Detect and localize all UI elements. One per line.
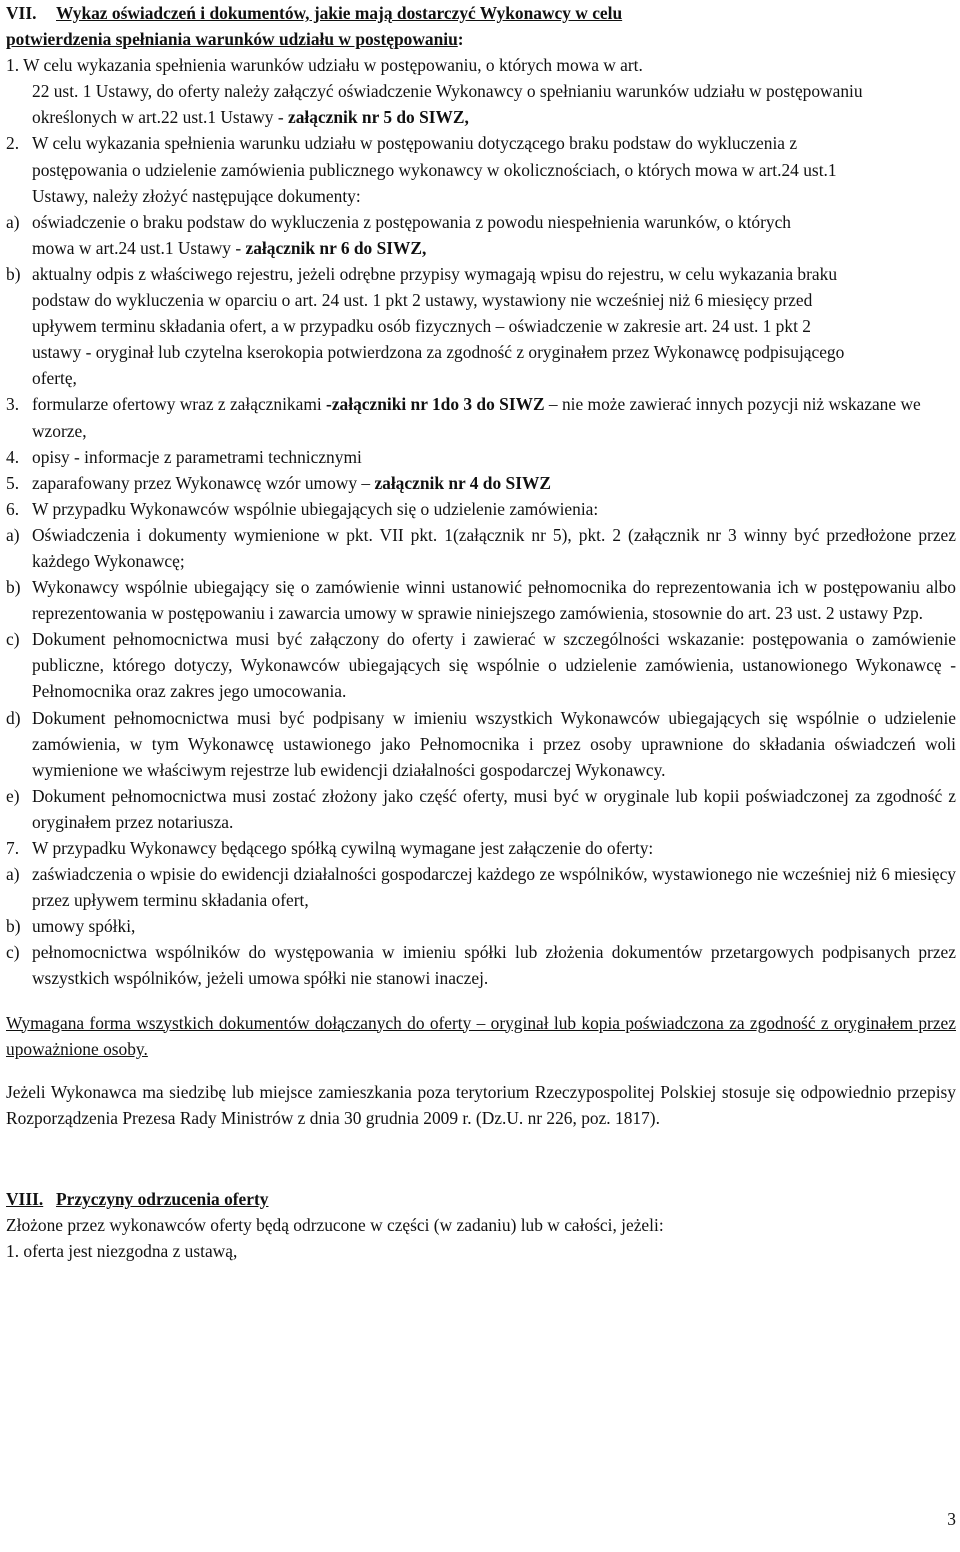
item-2-num: 2. <box>6 133 20 154</box>
item-6b-label: b) <box>6 577 21 598</box>
item-6e-label: e) <box>6 785 20 806</box>
item-5-text-a: zaparafowany przez Wykonawcę wzór umowy – <box>32 472 375 493</box>
item-7-text: W przypadku Wykonawcy będącego spółką cywilną wymagane jest załączenie do oferty: <box>32 838 654 858</box>
section-7-title-line2: potwierdzenia spełniania warunków udziału w postępowaniu <box>6 29 458 50</box>
item-3-text-a: formularze ofertowy wraz z załącznikami <box>32 394 327 415</box>
item-3-text-wrap <box>32 391 956 443</box>
document-form-note: Wymagana forma wszystkich dokumentów dołączanych do oferty – oryginał lub kopia poświadczona za zgodność z oryginałem przez upoważnione osoby. <box>6 1012 956 1059</box>
item-1-num: 1. <box>6 55 20 76</box>
item-7b-label: b) <box>6 916 21 937</box>
item-6b <box>6 574 956 626</box>
item-6e <box>6 783 956 835</box>
item-6-text: W przypadku Wykonawców wspólnie ubiegających się o udzielenie zamówienia: <box>32 498 599 519</box>
item-2-text: W celu wykazania spełnienia warunku udziału w postępowaniu dotyczącego braku podstaw do wykluczenia z postępowania o udzielenie zamówienia publicznego wykonawcy w okolicznościach, o których mowa w art.24 ust.1 Ustawy, należy złożyć następujące dokumenty: <box>32 133 837 206</box>
item-3-attachments: -załączniki nr 1do 3 do SIWZ <box>326 394 545 415</box>
item-3-num: 3. <box>6 394 20 415</box>
item-4 <box>6 444 956 470</box>
item-7a <box>6 861 956 913</box>
item-2 <box>6 130 956 208</box>
item-5-attachment: załącznik nr 4 do SIWZ <box>374 472 551 493</box>
item-5-text-wrap <box>32 470 956 496</box>
item-2a-text-wrap <box>32 209 956 261</box>
item-5-num: 5. <box>6 472 20 493</box>
item-6c-text: Dokument pełnomocnictwa musi być załączony do oferty i zawierać w szczególności wskazanie: postępowania o zamówienie publiczne, którego dotyczy, Wykonawców ubiegających się wspólnie o udzielenie zamówienia, ustanowionego Wykonawcę - Pełnomocnika oraz zakres jego umocowania. <box>32 629 956 702</box>
item-6a <box>6 522 956 574</box>
section-8-intro: Złożone przez wykonawców oferty będą odrzucone w części (w zadaniu) lub w całości, jeżeli: <box>6 1215 664 1236</box>
item-6c-label: c) <box>6 629 20 650</box>
page-number: 3 <box>947 1509 956 1529</box>
item-3-text-b: – nie może zawierać innych pozycji niż wskazane we wzorze, <box>32 394 921 441</box>
item-6d-text: Dokument pełnomocnictwa musi być podpisany w imieniu wszystkich Wykonawców ubiegających się wspólnie o udzielenie zamówienia, w tym Wykonawcę ustawionego jako Pełnomocnika i przez osoby uprawnione do składania oświadczeń woli wymienione we właściwym rejestrze lub ewidencji działalności gospodarczej Wykonawcy. <box>32 707 956 780</box>
section-7-heading <box>6 0 956 26</box>
item-1-cont <box>6 78 956 130</box>
item-2b <box>6 261 956 391</box>
section-7-title-colon: : <box>457 29 464 50</box>
item-2a <box>6 209 956 261</box>
item-3 <box>6 391 956 443</box>
item-1-text-a: W celu wykazania spełnienia warunków udziału w postępowaniu, o których mowa w art. <box>23 55 643 76</box>
item-6e-text: Dokument pełnomocnictwa musi zostać złożony jako część oferty, musi być w oryginale lub kopii poświadczonej za zgodność z oryginałem przez notariusza. <box>32 785 956 832</box>
item-4-text: opisy - informacje z parametrami technicznymi <box>32 446 362 467</box>
item-7-num: 7. <box>6 838 20 858</box>
foreign-contractor-note: Jeżeli Wykonawca ma siedzibę lub miejsce zamieszkania poza terytorium Rzeczypospolitej Polskiej stosuje się odpowiednio przepisy Rozporządzenia Prezesa Rady Ministrów z dnia 30 grudnia 2009 r. (Dz.U. nr 226, poz. 1817). <box>6 1081 956 1128</box>
section-7-heading-cont <box>6 26 956 52</box>
item-7c-text: pełnomocnictwa wspólników do występowania w imieniu spółki lub złożenia dokumentów przetargowych podpisanych przez wszystkich wspólników, jeżeli umowa spółki nie stanowi inaczej. <box>32 942 956 989</box>
item-6-num: 6. <box>6 498 20 519</box>
item-7c <box>6 939 956 991</box>
item-1-text-b: 22 ust. 1 Ustawy, do oferty należy załączyć oświadczenie Wykonawcy o spełnianiu warunków udziału w postępowaniu określonych w art.22 ust.1 Ustawy - <box>32 81 863 128</box>
item-2b-text: aktualny odpis z właściwego rejestru, jeżeli odrębne przypisy wymagają wpisu do rejestru, w celu wykazania braku podstaw do wykluczenia w oparciu o art. 24 ust. 1 pkt 2 ustawy, wystawiony nie wcześniej niż 6 miesięcy przed upływem terminu składania ofert, a w przypadku osób fizycznych – oświadczenie w zakresie art. 24 ust. 1 pkt 2 ustawy - oryginał lub czytelna kserokopia potwierdzona za zgodność z oryginałem przez Wykonawcę podpisującego ofertę, <box>32 263 845 389</box>
item-6c <box>6 626 956 704</box>
document-page <box>6 0 956 1264</box>
item-6d-label: d) <box>6 707 21 728</box>
section-7-number: VII. <box>6 3 37 23</box>
item-7c-label: c) <box>6 942 20 963</box>
item-7b <box>6 913 956 939</box>
section-8-item-1: 1. oferta jest niezgodna z ustawą, <box>6 1241 238 1262</box>
item-1-first-line <box>6 52 956 78</box>
item-4-num: 4. <box>6 446 20 467</box>
item-1-attachment: załącznik nr 5 do SIWZ, <box>288 107 469 128</box>
item-6 <box>6 496 956 522</box>
section-8-title: Przyczyny odrzucenia oferty <box>56 1188 269 1209</box>
item-1 <box>6 52 956 130</box>
item-7b-text: umowy spółki, <box>32 916 136 937</box>
item-6a-text: Oświadczenia i dokumenty wymienione w pkt. VII pkt. 1(załącznik nr 5), pkt. 2 (załącznik nr 3 winny być przedłożone przez każdego Wykonawcę; <box>32 524 956 571</box>
item-2a-attachment: załącznik nr 6 do SIWZ, <box>245 237 427 258</box>
item-5 <box>6 470 956 496</box>
item-2a-text: oświadczenie o braku podstaw do wykluczenia z postępowania z powodu niespełnienia warunków, o których mowa w art.24 ust.1 Ustawy - <box>32 211 792 258</box>
item-7a-text: zaświadczenia o wpisie do ewidencji działalności gospodarczej każdego ze wspólników, wystawionego nie wcześniej niż 6 miesięcy przez upływem terminu składania ofert, <box>32 864 956 911</box>
section-7-title-line1: Wykaz oświadczeń i dokumentów, jakie mają dostarczyć Wykonawcy w celu <box>56 3 623 23</box>
item-6d <box>6 705 956 783</box>
item-6a-label: a) <box>6 524 20 545</box>
item-6b-text: Wykonawcy wspólnie ubiegający się o zamówienie winni ustanowić pełnomocnika do reprezentowania ich w postępowaniu albo reprezentowania w postępowaniu i zawarcia umowy w sprawie niniejszego zamówienia, stosownie do art. 23 ust. 2 ustawy Pzp. <box>32 577 956 624</box>
item-7 <box>6 835 956 861</box>
item-2b-label: b) <box>6 263 21 284</box>
section-8-heading <box>6 1186 956 1212</box>
item-2a-label: a) <box>6 211 20 232</box>
item-7a-label: a) <box>6 864 20 885</box>
section-8-number: VIII. <box>6 1188 44 1209</box>
